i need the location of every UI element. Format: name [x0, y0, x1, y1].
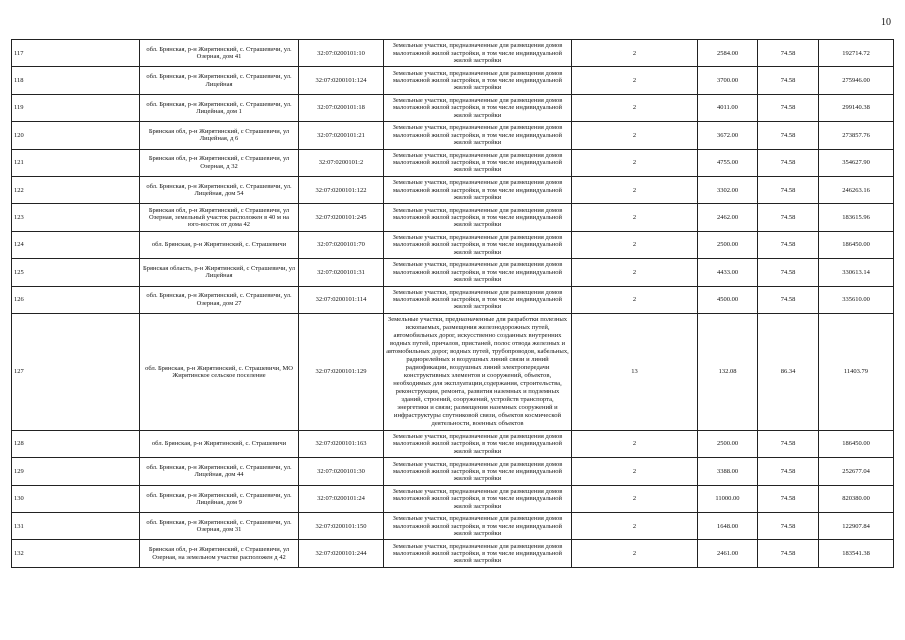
area-cell: 3700.00	[698, 67, 758, 94]
address-cell: обл. Брянская, р-н Жирятинский, с. Страшевичи, ул. Озерная, дом 41	[140, 40, 299, 67]
address-cell: обл. Брянская, р-н Жирятинский, с. Страшевичи	[140, 430, 299, 457]
permitted-use-cell: Земельные участки, предназначенные для размещения домов малоэтажной жилой застройки, в том числе индивидуальной жилой застройки	[384, 458, 572, 485]
rate-cell: 74.58	[758, 67, 819, 94]
table-body	[12, 40, 894, 568]
permitted-use-cell: Земельные участки, предназначенные для размещения домов малоэтажной жилой застройки, в том числе индивидуальной жилой застройки	[384, 67, 572, 94]
cadastral-number-cell: 32:07:0200101:24	[299, 485, 384, 512]
table-row	[12, 485, 894, 512]
table-row	[12, 176, 894, 203]
address-cell: Брянская обл, р-н Жирятинский, с Страшевичи, ул Озерная, д 32	[140, 149, 299, 176]
permitted-use-cell: Земельные участки, предназначенные для размещения домов малоэтажной жилой застройки, в том числе индивидуальной жилой застройки	[384, 430, 572, 457]
table-row	[12, 94, 894, 121]
rate-cell: 74.58	[758, 259, 819, 286]
permitted-use-cell: Земельные участки, предназначенные для размещения домов малоэтажной жилой застройки, в том числе индивидуальной жилой застройки	[384, 513, 572, 540]
rate-cell: 74.58	[758, 149, 819, 176]
address-cell: обл. Брянская, р-н Жирятинский, с. Страшевичи, ул. Озерная, дом 27	[140, 286, 299, 313]
rate-cell: 74.58	[758, 176, 819, 203]
table-row	[12, 540, 894, 567]
rate-cell: 74.58	[758, 40, 819, 67]
cadastral-number-cell: 32:07:0200101:30	[299, 458, 384, 485]
address-cell: обл. Брянская, р-н Жирятинский, с. Страшевичи, ул. Лицейная, дом 9	[140, 485, 299, 512]
area-cell: 3302.00	[698, 176, 758, 203]
row-number: 120	[12, 122, 140, 149]
category-cell: 2	[572, 204, 698, 231]
cadastral-value-cell: 299140.38	[819, 94, 894, 121]
permitted-use-cell: Земельные участки, предназначенные для размещения домов малоэтажной жилой застройки, в том числе индивидуальной жилой застройки	[384, 176, 572, 203]
category-cell: 2	[572, 485, 698, 512]
row-number: 124	[12, 231, 140, 258]
cadastral-value-cell: 183541.38	[819, 540, 894, 567]
category-cell: 2	[572, 513, 698, 540]
cadastral-number-cell: 32:07:0200101:163	[299, 430, 384, 457]
cadastral-value-cell: 330613.14	[819, 259, 894, 286]
cadastral-value-cell: 246263.16	[819, 176, 894, 203]
row-number: 127	[12, 313, 140, 430]
rate-cell: 74.58	[758, 231, 819, 258]
row-number: 123	[12, 204, 140, 231]
row-number: 119	[12, 94, 140, 121]
cadastral-value-cell: 186450.00	[819, 430, 894, 457]
cadastral-value-cell: 252677.04	[819, 458, 894, 485]
cadastral-number-cell: 32:07:0200101:244	[299, 540, 384, 567]
category-cell: 2	[572, 67, 698, 94]
category-cell: 2	[572, 94, 698, 121]
area-cell: 4755.00	[698, 149, 758, 176]
cadastral-number-cell: 32:07:0200101:31	[299, 259, 384, 286]
area-cell: 4500.00	[698, 286, 758, 313]
cadastral-number-cell: 32:07:0200101:150	[299, 513, 384, 540]
area-cell: 2461.00	[698, 540, 758, 567]
table-row	[12, 430, 894, 457]
permitted-use-cell: Земельные участки, предназначенные для размещения домов малоэтажной жилой застройки, в том числе индивидуальной жилой застройки	[384, 94, 572, 121]
area-cell: 2462.00	[698, 204, 758, 231]
row-number: 122	[12, 176, 140, 203]
permitted-use-cell: Земельные участки, предназначенные для размещения домов малоэтажной жилой застройки, в том числе индивидуальной жилой застройки	[384, 204, 572, 231]
row-number: 121	[12, 149, 140, 176]
row-number: 132	[12, 540, 140, 567]
rate-cell: 74.58	[758, 204, 819, 231]
cadastral-number-cell: 32:07:0200101:245	[299, 204, 384, 231]
area-cell: 11000.00	[698, 485, 758, 512]
cadastral-number-cell: 32:07:0200101:2	[299, 149, 384, 176]
permitted-use-cell: Земельные участки, предназначенные для размещения домов малоэтажной жилой застройки, в том числе индивидуальной жилой застройки	[384, 485, 572, 512]
address-cell: обл. Брянская, р-н Жирятинский, с. Страшевичи, ул. Лицейная, дом 1	[140, 94, 299, 121]
cadastral-value-cell: 335610.00	[819, 286, 894, 313]
area-cell: 4433.00	[698, 259, 758, 286]
cadastral-value-cell: 820380.00	[819, 485, 894, 512]
permitted-use-cell: Земельные участки, предназначенные для разработки полезных ископаемых, размещения железнодорожных путей, автомобильных дорог, искусственно созданных внутренних водных путей, причалов, пристаней, полос отвода железных и автомобильных дорог, водных путей, трубопроводов, кабельных, радиорелейных и воздушных линий связи и линий радиофикации, воздушных линий электропередачи конструктивных элементов и сооружений, объектов, необходимых для эксплуатации,содержания, строительства, реконструкции, ремонта, развития наземных и подземных зданий, строений, сооружений, устройств транспорта, энергетики и связи; размещения наземных сооружений и инфраструктуры спутниковой связи, объектов космической деятельности, военных объектов	[384, 313, 572, 430]
cadastral-value-cell: 192714.72	[819, 40, 894, 67]
cadastral-number-cell: 32:07:0200101:124	[299, 67, 384, 94]
cadastral-value-cell: 354627.90	[819, 149, 894, 176]
row-number: 125	[12, 259, 140, 286]
row-number: 118	[12, 67, 140, 94]
permitted-use-cell: Земельные участки, предназначенные для размещения домов малоэтажной жилой застройки, в том числе индивидуальной жилой застройки	[384, 231, 572, 258]
table-row	[12, 231, 894, 258]
permitted-use-cell: Земельные участки, предназначенные для размещения домов малоэтажной жилой застройки, в том числе индивидуальной жилой застройки	[384, 40, 572, 67]
permitted-use-cell: Земельные участки, предназначенные для размещения домов малоэтажной жилой застройки, в том числе индивидуальной жилой застройки	[384, 286, 572, 313]
area-cell: 2584.00	[698, 40, 758, 67]
permitted-use-cell: Земельные участки, предназначенные для размещения домов малоэтажной жилой застройки, в том числе индивидуальной жилой застройки	[384, 540, 572, 567]
cadastral-number-cell: 32:07:0200101:129	[299, 313, 384, 430]
row-number: 131	[12, 513, 140, 540]
category-cell: 2	[572, 286, 698, 313]
cadastral-value-cell: 275946.00	[819, 67, 894, 94]
address-cell: Брянская обл, р-н Жирятинский, с Страшевичи, ул Озерная, земельный участок расположен в 40 м на юго-восток от дома 42	[140, 204, 299, 231]
table-row	[12, 513, 894, 540]
address-cell: обл. Брянская, р-н Жирятинский, с. Страшевичи, ул. Лицейная, дом 54	[140, 176, 299, 203]
cadastral-value-cell: 273857.76	[819, 122, 894, 149]
permitted-use-cell: Земельные участки, предназначенные для размещения домов малоэтажной жилой застройки, в том числе индивидуальной жилой застройки	[384, 149, 572, 176]
area-cell: 3672.00	[698, 122, 758, 149]
address-cell: Брянская область, р-н Жирятинский, с Страшевичи, ул Лицейная	[140, 259, 299, 286]
category-cell: 2	[572, 40, 698, 67]
rate-cell: 74.58	[758, 122, 819, 149]
category-cell: 2	[572, 149, 698, 176]
cadastral-value-cell: 186450.00	[819, 231, 894, 258]
rate-cell: 74.58	[758, 485, 819, 512]
table-row	[12, 122, 894, 149]
rate-cell: 86.34	[758, 313, 819, 430]
category-cell: 2	[572, 458, 698, 485]
area-cell: 3388.00	[698, 458, 758, 485]
area-cell: 4011.00	[698, 94, 758, 121]
address-cell: обл. Брянская, р-н Жирятинский, с. Страшевичи, ул. Лицейная, дом 44	[140, 458, 299, 485]
address-cell: обл. Брянская, р-н Жирятинский, с. Страшевичи	[140, 231, 299, 258]
category-cell: 13	[572, 313, 698, 430]
permitted-use-cell: Земельные участки, предназначенные для размещения домов малоэтажной жилой застройки, в том числе индивидуальной жилой застройки	[384, 259, 572, 286]
row-number: 128	[12, 430, 140, 457]
rate-cell: 74.58	[758, 513, 819, 540]
row-number: 130	[12, 485, 140, 512]
category-cell: 2	[572, 540, 698, 567]
cadastral-value-cell: 122907.84	[819, 513, 894, 540]
cadastral-number-cell: 32:07:0200101:114	[299, 286, 384, 313]
address-cell: Брянская обл, р-н Жирятинский, с Страшевичи, ул Озерная, на земельном участке расположен д 42	[140, 540, 299, 567]
address-cell: Брянская обл, р-н Жирятинский, с Страшевичи, ул Лицейная, д 6	[140, 122, 299, 149]
area-cell: 2500.00	[698, 430, 758, 457]
area-cell: 1648.00	[698, 513, 758, 540]
row-number: 129	[12, 458, 140, 485]
cadastral-number-cell: 32:07:0200101:18	[299, 94, 384, 121]
table-row	[12, 149, 894, 176]
cadastral-number-cell: 32:07:0200101:122	[299, 176, 384, 203]
table-row	[12, 259, 894, 286]
table-row	[12, 40, 894, 67]
table-row	[12, 67, 894, 94]
rate-cell: 74.58	[758, 94, 819, 121]
row-number: 126	[12, 286, 140, 313]
category-cell: 2	[572, 231, 698, 258]
table-row	[12, 313, 894, 430]
cadastral-number-cell: 32:07:0200101:70	[299, 231, 384, 258]
address-cell: обл. Брянская, р-н Жирятинский, с. Страшевичи, ул. Озерная, дом 31	[140, 513, 299, 540]
table-row	[12, 204, 894, 231]
cadastral-value-cell: 183615.96	[819, 204, 894, 231]
address-cell: обл. Брянская, р-н Жирятинский, с. Страшевичи, ул. Лицейная	[140, 67, 299, 94]
rate-cell: 74.58	[758, 458, 819, 485]
address-cell: обл. Брянская, р-н Жирятинский, с. Страшевичи, МО Жирятинское сельское поселение	[140, 313, 299, 430]
area-cell: 132.08	[698, 313, 758, 430]
table-row	[12, 286, 894, 313]
row-number: 117	[12, 40, 140, 67]
cadastral-number-cell: 32:07:0200101:10	[299, 40, 384, 67]
category-cell: 2	[572, 259, 698, 286]
category-cell: 2	[572, 430, 698, 457]
area-cell: 2500.00	[698, 231, 758, 258]
category-cell: 2	[572, 122, 698, 149]
table-row	[12, 458, 894, 485]
rate-cell: 74.58	[758, 540, 819, 567]
land-plots-table	[11, 39, 894, 568]
cadastral-number-cell: 32:07:0200101:21	[299, 122, 384, 149]
cadastral-value-cell: 11403.79	[819, 313, 894, 430]
category-cell: 2	[572, 176, 698, 203]
rate-cell: 74.58	[758, 286, 819, 313]
page-number: 10	[881, 17, 891, 28]
rate-cell: 74.58	[758, 430, 819, 457]
permitted-use-cell: Земельные участки, предназначенные для размещения домов малоэтажной жилой застройки, в том числе индивидуальной жилой застройки	[384, 122, 572, 149]
